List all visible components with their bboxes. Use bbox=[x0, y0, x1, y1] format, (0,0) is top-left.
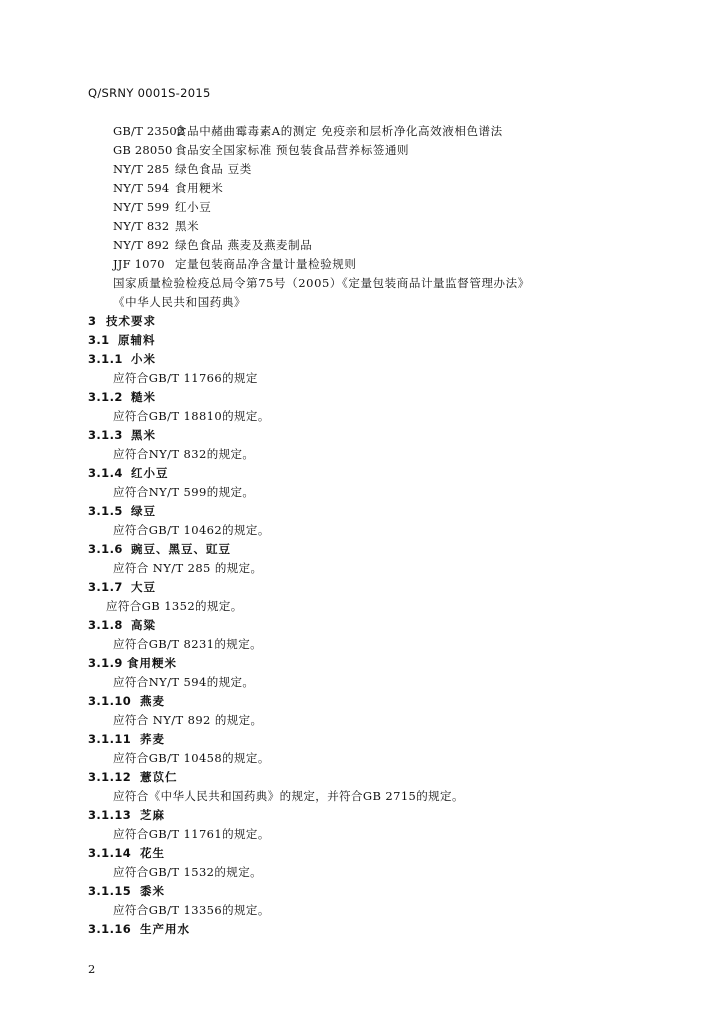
clause-title: 花生 bbox=[140, 846, 165, 860]
clause-number: 3.1.6 bbox=[88, 542, 123, 556]
reference-title: 食品中赭曲霉毒素A的测定 免疫亲和层析净化高效液相色谱法 bbox=[175, 124, 503, 138]
clause-number: 3.1.14 bbox=[88, 846, 132, 860]
clause-text: 应符合GB/T 1532的规定。 bbox=[113, 865, 263, 879]
clause-text: 应符合 NY/T 892 的规定。 bbox=[113, 713, 263, 727]
clause-number: 3.1.2 bbox=[88, 390, 123, 404]
clause-number: 3.1.15 bbox=[88, 884, 132, 898]
clause-number: 3.1.7 bbox=[88, 580, 123, 594]
clause-number: 3.1.4 bbox=[88, 466, 123, 480]
reference-code: NY/T 832 bbox=[113, 219, 170, 233]
clause-title: 燕麦 bbox=[140, 694, 165, 708]
clause-heading bbox=[88, 428, 156, 442]
clause-text: 应符合GB/T 11766的规定 bbox=[113, 371, 258, 385]
subsection-number: 3.1 bbox=[88, 333, 110, 347]
reference-item bbox=[113, 257, 357, 271]
standard-number-header: Q/SRNY 0001S-2015 bbox=[88, 86, 211, 100]
subsection-title: 原辅料 bbox=[118, 333, 156, 347]
clause-number: 3.1.12 bbox=[88, 770, 132, 784]
clause-title: 黑米 bbox=[131, 428, 156, 442]
clause-heading bbox=[88, 504, 156, 518]
reference-item bbox=[113, 143, 409, 157]
reference-code: GB/T 23502 bbox=[113, 124, 185, 138]
clause-title: 糙米 bbox=[131, 390, 156, 404]
reference-item bbox=[113, 238, 312, 252]
reference-item bbox=[113, 124, 503, 138]
clause-number: 3.1.16 bbox=[88, 922, 132, 936]
clause-heading bbox=[88, 846, 165, 860]
section-heading bbox=[88, 314, 156, 328]
reference-item bbox=[113, 181, 223, 195]
clause-title: 芝麻 bbox=[140, 808, 165, 822]
clause-heading bbox=[88, 466, 169, 480]
clause-number: 3.1.10 bbox=[88, 694, 132, 708]
clause-number: 3.1.3 bbox=[88, 428, 123, 442]
clause-text: 应符合 NY/T 285 的规定。 bbox=[113, 561, 263, 575]
clause-text: 应符合NY/T 832的规定。 bbox=[113, 447, 255, 461]
clause-number: 3.1.5 bbox=[88, 504, 123, 518]
clause-title: 食用粳米 bbox=[127, 656, 177, 670]
clause-text: 应符合GB/T 13356的规定。 bbox=[113, 903, 270, 917]
clause-text: 应符合GB 1352的规定。 bbox=[106, 599, 243, 613]
reference-code: NY/T 599 bbox=[113, 200, 170, 214]
clause-heading bbox=[88, 542, 231, 556]
reference-title: 食品安全国家标准 预包装食品营养标签通则 bbox=[175, 143, 410, 157]
clause-title: 红小豆 bbox=[131, 466, 169, 480]
clause-number: 3.1.1 bbox=[88, 352, 123, 366]
clause-title: 大豆 bbox=[131, 580, 156, 594]
clause-heading bbox=[88, 390, 156, 404]
clause-title: 荞麦 bbox=[140, 732, 165, 746]
clause-text: 应符合NY/T 599的规定。 bbox=[113, 485, 255, 499]
clause-title: 绿豆 bbox=[131, 504, 156, 518]
clause-number: 3.1.11 bbox=[88, 732, 132, 746]
clause-number: 3.1.8 bbox=[88, 618, 123, 632]
reference-title: 红小豆 bbox=[175, 200, 212, 214]
reference-title: 绿色食品 豆类 bbox=[175, 162, 252, 176]
clause-heading bbox=[88, 884, 165, 898]
clause-title: 薏苡仁 bbox=[140, 770, 178, 784]
clause-title: 高粱 bbox=[131, 618, 156, 632]
clause-heading bbox=[88, 694, 165, 708]
clause-heading bbox=[88, 580, 156, 594]
reference-code: NY/T 892 bbox=[113, 238, 170, 252]
clause-title: 黍米 bbox=[140, 884, 165, 898]
reference-item bbox=[113, 200, 211, 214]
clause-number: 3.1.13 bbox=[88, 808, 132, 822]
clause-heading bbox=[88, 770, 178, 784]
subsection-heading bbox=[88, 333, 156, 347]
clause-text: 应符合GB/T 10458的规定。 bbox=[113, 751, 270, 765]
clause-text: 应符合NY/T 594的规定。 bbox=[113, 675, 255, 689]
reference-code: JJF 1070 bbox=[113, 257, 165, 271]
reference-title: 食用粳米 bbox=[175, 181, 224, 195]
reference-pharmacopoeia: 《中华人民共和国药典》 bbox=[113, 295, 247, 309]
page-number: 2 bbox=[88, 962, 96, 976]
clause-heading bbox=[88, 732, 165, 746]
clause-number: 3.1.9 bbox=[88, 656, 123, 670]
clause-title: 小米 bbox=[131, 352, 156, 366]
reference-code: GB 28050 bbox=[113, 143, 173, 157]
section-title: 技术要求 bbox=[106, 314, 156, 328]
clause-heading bbox=[88, 922, 190, 936]
clause-text: 应符合GB/T 8231的规定。 bbox=[113, 637, 263, 651]
section-number: 3 bbox=[88, 314, 97, 328]
clause-heading bbox=[88, 352, 156, 366]
reference-code: NY/T 285 bbox=[113, 162, 170, 176]
reference-title: 定量包装商品净含量计量检验规则 bbox=[175, 257, 357, 271]
reference-code: NY/T 594 bbox=[113, 181, 170, 195]
clause-text: 应符合GB/T 10462的规定。 bbox=[113, 523, 270, 537]
clause-text: 应符合GB/T 11761的规定。 bbox=[113, 827, 270, 841]
reference-item bbox=[113, 219, 199, 233]
reference-decree: 国家质量检验检疫总局令第75号（2005）《定量包装商品计量监督管理办法》 bbox=[113, 276, 530, 290]
reference-item bbox=[113, 162, 252, 176]
reference-title: 黑米 bbox=[175, 219, 200, 233]
clause-text: 应符合《中华人民共和国药典》的规定，并符合GB 2715的规定。 bbox=[113, 789, 464, 803]
clause-heading bbox=[88, 618, 156, 632]
clause-title: 生产用水 bbox=[140, 922, 190, 936]
clause-text: 应符合GB/T 18810的规定。 bbox=[113, 409, 270, 423]
clause-heading bbox=[88, 656, 177, 670]
reference-title: 绿色食品 燕麦及燕麦制品 bbox=[175, 238, 313, 252]
clause-title: 豌豆、黑豆、豇豆 bbox=[131, 542, 231, 556]
clause-heading bbox=[88, 808, 165, 822]
